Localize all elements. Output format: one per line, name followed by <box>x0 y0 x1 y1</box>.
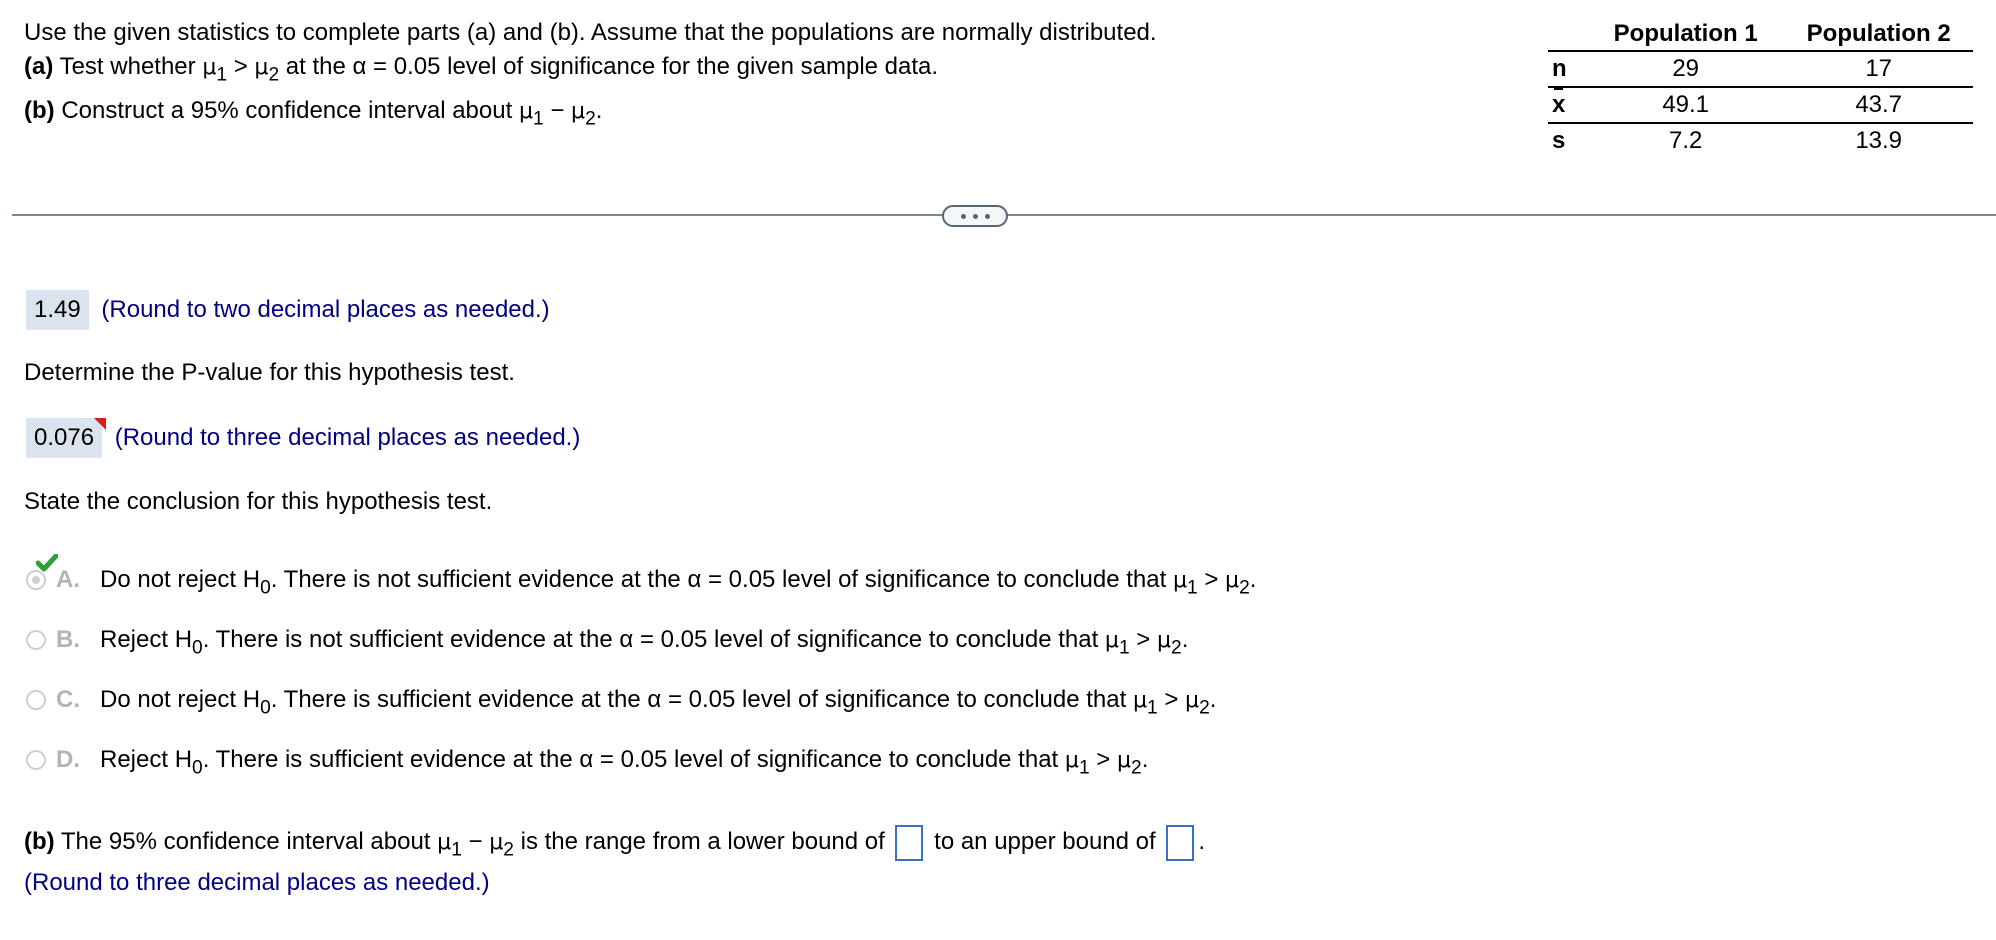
cell-xbar-pop1: 49.1 <box>1587 87 1785 123</box>
part-b-text: Construct a 95% confidence interval about <box>61 97 519 124</box>
table-row-n <box>1548 51 1973 87</box>
option-letter: C. <box>56 686 80 713</box>
xbar-symbol: x <box>1552 91 1566 118</box>
radio-button-d[interactable] <box>26 750 46 770</box>
more-content-button[interactable] <box>942 205 1008 227</box>
question-intro: Use the given statistics to complete parts (a) and (b). Assume that the populations are normally distributed. <box>24 19 1157 46</box>
mu-symbol: μ <box>202 55 217 80</box>
cell-s-pop1: 7.2 <box>1587 123 1785 158</box>
p-value-row <box>26 418 580 458</box>
radio-button-c[interactable] <box>26 690 46 710</box>
mu-symbol: μ <box>489 830 504 855</box>
row-label-n: n <box>1548 51 1587 87</box>
table-row-xbar <box>1548 87 1973 123</box>
option-text: Do not reject $H_0$. There is sufficient evidence at the α = 0.05 level of significance to conclude that $\mu_1 > \mu_2$. <box>100 686 1217 719</box>
lower-bound-input[interactable] <box>895 825 923 861</box>
row-label-s: s <box>1548 123 1587 158</box>
table-header-population-1: Population 1 <box>1613 20 1758 47</box>
dot-icon <box>985 214 990 219</box>
period: . <box>1198 828 1206 855</box>
subscript: 2 <box>585 108 596 130</box>
p-value-text: 0.076 <box>34 424 95 451</box>
minus-symbol: − <box>461 828 490 855</box>
gt-symbol: > <box>227 53 255 80</box>
cell-n-pop1: 29 <box>1587 51 1785 87</box>
part-a-label: (a) <box>24 53 54 80</box>
table-row-s <box>1548 123 1973 158</box>
table-header-blank <box>1548 18 1587 51</box>
subscript: 1 <box>451 839 462 861</box>
conclusion-prompt: State the conclusion for this hypothesis test. <box>24 488 493 515</box>
subscript: 2 <box>503 839 514 861</box>
option-a[interactable] <box>26 560 1256 600</box>
radio-button-b[interactable] <box>26 630 46 650</box>
part-a-text: at the <box>279 53 353 80</box>
part-b-statement <box>24 96 603 130</box>
radio-button-a[interactable] <box>26 570 46 590</box>
part-a-statement <box>24 52 939 86</box>
part-b-label: (b) <box>24 97 55 124</box>
option-c[interactable] <box>26 680 1216 720</box>
p-value-prompt: Determine the P-value for this hypothesis test. <box>24 359 515 386</box>
ci-text: to an upper bound of <box>927 828 1163 855</box>
option-text: Reject $H_0$. There is sufficient evidence at the α = 0.05 level of significance to conclude that $\mu_1 > \mu_2$. <box>100 746 1149 779</box>
flag-icon <box>94 418 106 430</box>
mu-symbol: μ <box>518 99 533 124</box>
cell-s-pop2: 13.9 <box>1785 123 1973 158</box>
table-header-population-2: Population 2 <box>1806 20 1951 47</box>
option-letter: A. <box>56 566 80 593</box>
checkmark-icon <box>36 554 58 572</box>
test-statistic-hint: (Round to two decimal places as needed.) <box>101 296 550 323</box>
dot-icon <box>961 214 966 219</box>
subscript: 1 <box>216 64 228 86</box>
option-b[interactable] <box>26 620 1188 660</box>
p-value-hint: (Round to three decimal places as needed.) <box>114 424 581 451</box>
ci-text: is the range from a lower bound of <box>513 828 892 855</box>
option-text: Reject $H_0$. There is not sufficient evidence at the α = 0.05 level of significance to conclude that $\mu_1 > \mu_2$. <box>100 626 1189 659</box>
upper-bound-input[interactable] <box>1166 825 1194 861</box>
p-value-answer[interactable] <box>26 418 102 458</box>
mu-symbol: μ <box>254 55 269 80</box>
test-statistic-row <box>26 290 550 330</box>
subscript: 1 <box>532 108 544 130</box>
ci-text: The 95% confidence interval about <box>60 828 438 855</box>
cell-n-pop2: 17 <box>1785 51 1973 87</box>
test-statistic-answer[interactable]: 1.49 <box>26 290 89 330</box>
table-header-row <box>1548 18 1973 51</box>
option-letter: D. <box>56 746 80 773</box>
period: . <box>595 97 603 124</box>
minus-symbol: − <box>543 97 572 124</box>
part-a-text: Test whether <box>59 53 203 80</box>
mu-symbol: μ <box>571 99 586 124</box>
statistics-table <box>1548 18 1973 158</box>
confidence-interval-statement <box>24 822 1205 863</box>
part-a-text: level of significance for the given sample data. <box>440 53 939 80</box>
dot-icon <box>973 214 978 219</box>
alpha-value: α = 0.05 <box>352 53 441 80</box>
cell-xbar-pop2: 43.7 <box>1785 87 1973 123</box>
part-b-label: (b) <box>24 828 55 855</box>
option-letter: B. <box>56 626 80 653</box>
mu-symbol: μ <box>437 830 452 855</box>
option-d[interactable] <box>26 740 1148 780</box>
row-label-xbar <box>1548 87 1587 123</box>
subscript: 2 <box>268 64 280 86</box>
option-text: Do not reject $H_0$. There is not sufficient evidence at the α = 0.05 level of significance to conclude that $\mu_1 > \mu_2$. <box>100 566 1257 599</box>
confidence-interval-hint: (Round to three decimal places as needed.) <box>24 869 490 896</box>
